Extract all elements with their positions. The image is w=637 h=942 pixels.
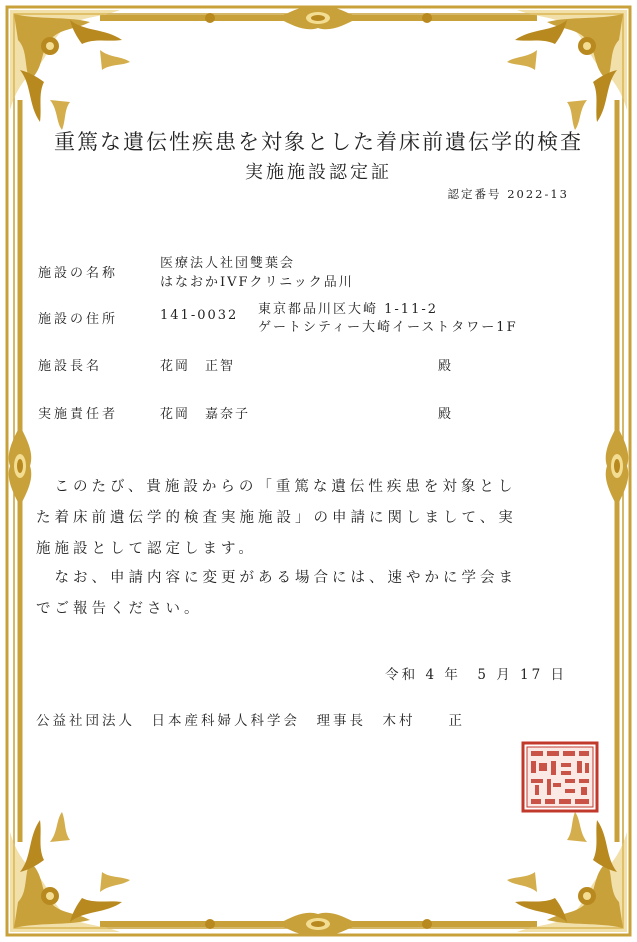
director-label: 施設長名 — [38, 359, 103, 374]
address-line2: ゲートシティー大崎イーストタワー1F — [258, 320, 518, 335]
director-honorific: 殿 — [438, 359, 454, 374]
facility-name-line2: はなおかIVFクリニック品川 — [160, 275, 354, 290]
address-line1: 東京都品川区大崎 1-11-2 — [258, 302, 439, 317]
responsible-person-honorific: 殿 — [438, 407, 454, 422]
director-name: 花岡 正智 — [160, 359, 236, 374]
postal-code: 141-0032 — [160, 308, 239, 323]
body-line-4: なお、申請内容に変更がある場合には、速やかに学会ま — [36, 570, 517, 586]
body-line-3: 施施設として認定します。 — [36, 541, 257, 557]
facility-name-label: 施設の名称 — [38, 266, 119, 281]
body-line-2: た着床前遺伝学的検査実施施設」の申請に関しまして、実 — [36, 510, 517, 526]
official-seal-stamp — [521, 741, 599, 813]
issue-date: 令和 4 年 5 月 17 日 — [385, 667, 567, 683]
certificate-subtitle: 実施施設認定証 — [245, 162, 392, 183]
facility-address-label: 施設の住所 — [38, 312, 119, 327]
certificate-number: 認定番号 2022-13 — [447, 187, 569, 201]
issuer-line: 公益社団法人 日本産科婦人科学会 理事長 木村 正 — [36, 713, 465, 729]
responsible-person-name: 花岡 嘉奈子 — [160, 407, 251, 422]
certificate-title: 重篤な遺伝性疾患を対象とした着床前遺伝学的検査 — [54, 130, 583, 154]
responsible-person-label: 実施責任者 — [38, 407, 119, 422]
body-line-1: このたび、貴施設からの「重篤な遺伝性疾患を対象とし — [36, 479, 517, 495]
facility-name-line1: 医療法人社団雙葉会 — [160, 256, 296, 271]
body-line-5: でご報告ください。 — [36, 601, 203, 617]
